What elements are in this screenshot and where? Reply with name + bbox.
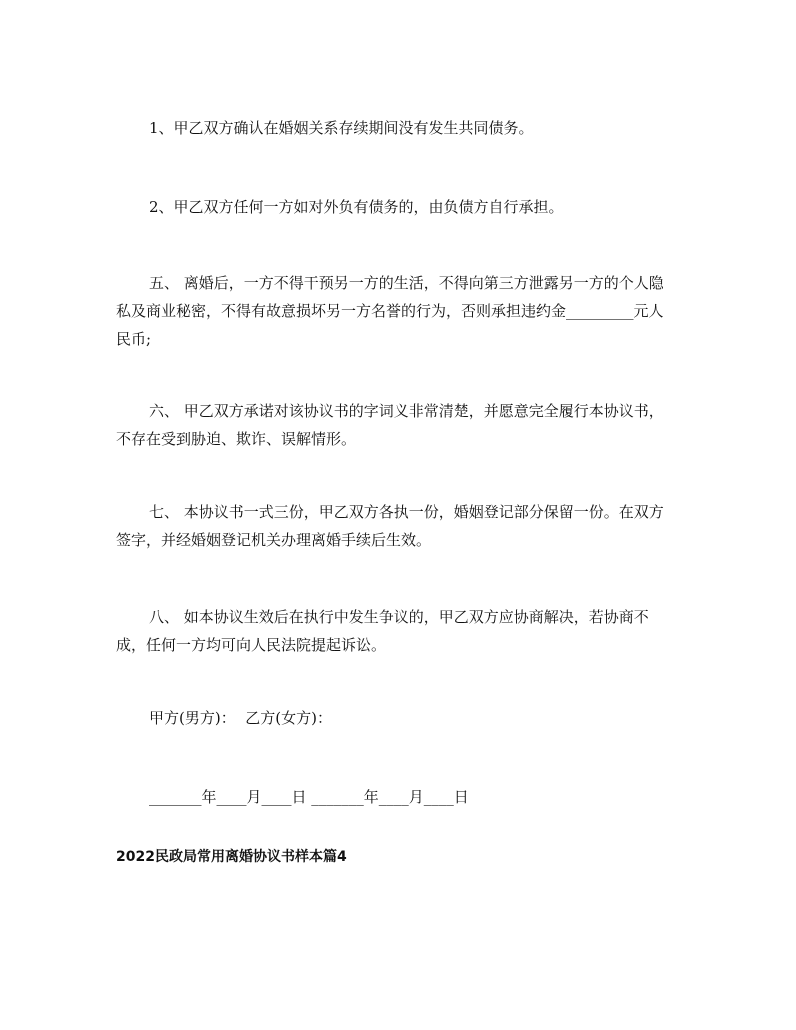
- clause-six-understanding: 六、 甲乙双方承诺对该协议书的字词义非常清楚，并愿意完全履行本协议书，不存在受到胁迫、欺诈、误解情形。: [116, 402, 664, 448]
- clause-five-non-interference: 五、 离婚后，一方不得干预另一方的生活，不得向第三方泄露另一方的个人隐私及商业秘密，不得有故意损坏另一方名誉的行为，否则承担违约金_________元人民币;: [116, 274, 664, 348]
- section-heading: 2022民政局常用离婚协议书样本篇4: [116, 849, 347, 865]
- date-line: _______年____月____日 _______年____月____日: [149, 788, 469, 806]
- signature-line: 甲方(男方)： 乙方(女方)：: [149, 709, 332, 727]
- clause-individual-debt: 2、甲乙双方任何一方如对外负有债务的，由负债方自行承担。: [149, 198, 564, 216]
- clause-debt-confirmation: 1、甲乙双方确认在婚姻关系存续期间没有发生共同债务。: [149, 119, 534, 137]
- clause-seven-copies: 七、 本协议书一式三份，甲乙双方各执一份，婚姻登记部分保留一份。在双方签字，并经婚姻登记机关办理离婚手续后生效。: [116, 503, 664, 549]
- clause-eight-disputes: 八、 如本协议生效后在执行中发生争议的，甲乙双方应协商解决，若协商不成，任何一方均可向人民法院提起诉讼。: [116, 608, 649, 654]
